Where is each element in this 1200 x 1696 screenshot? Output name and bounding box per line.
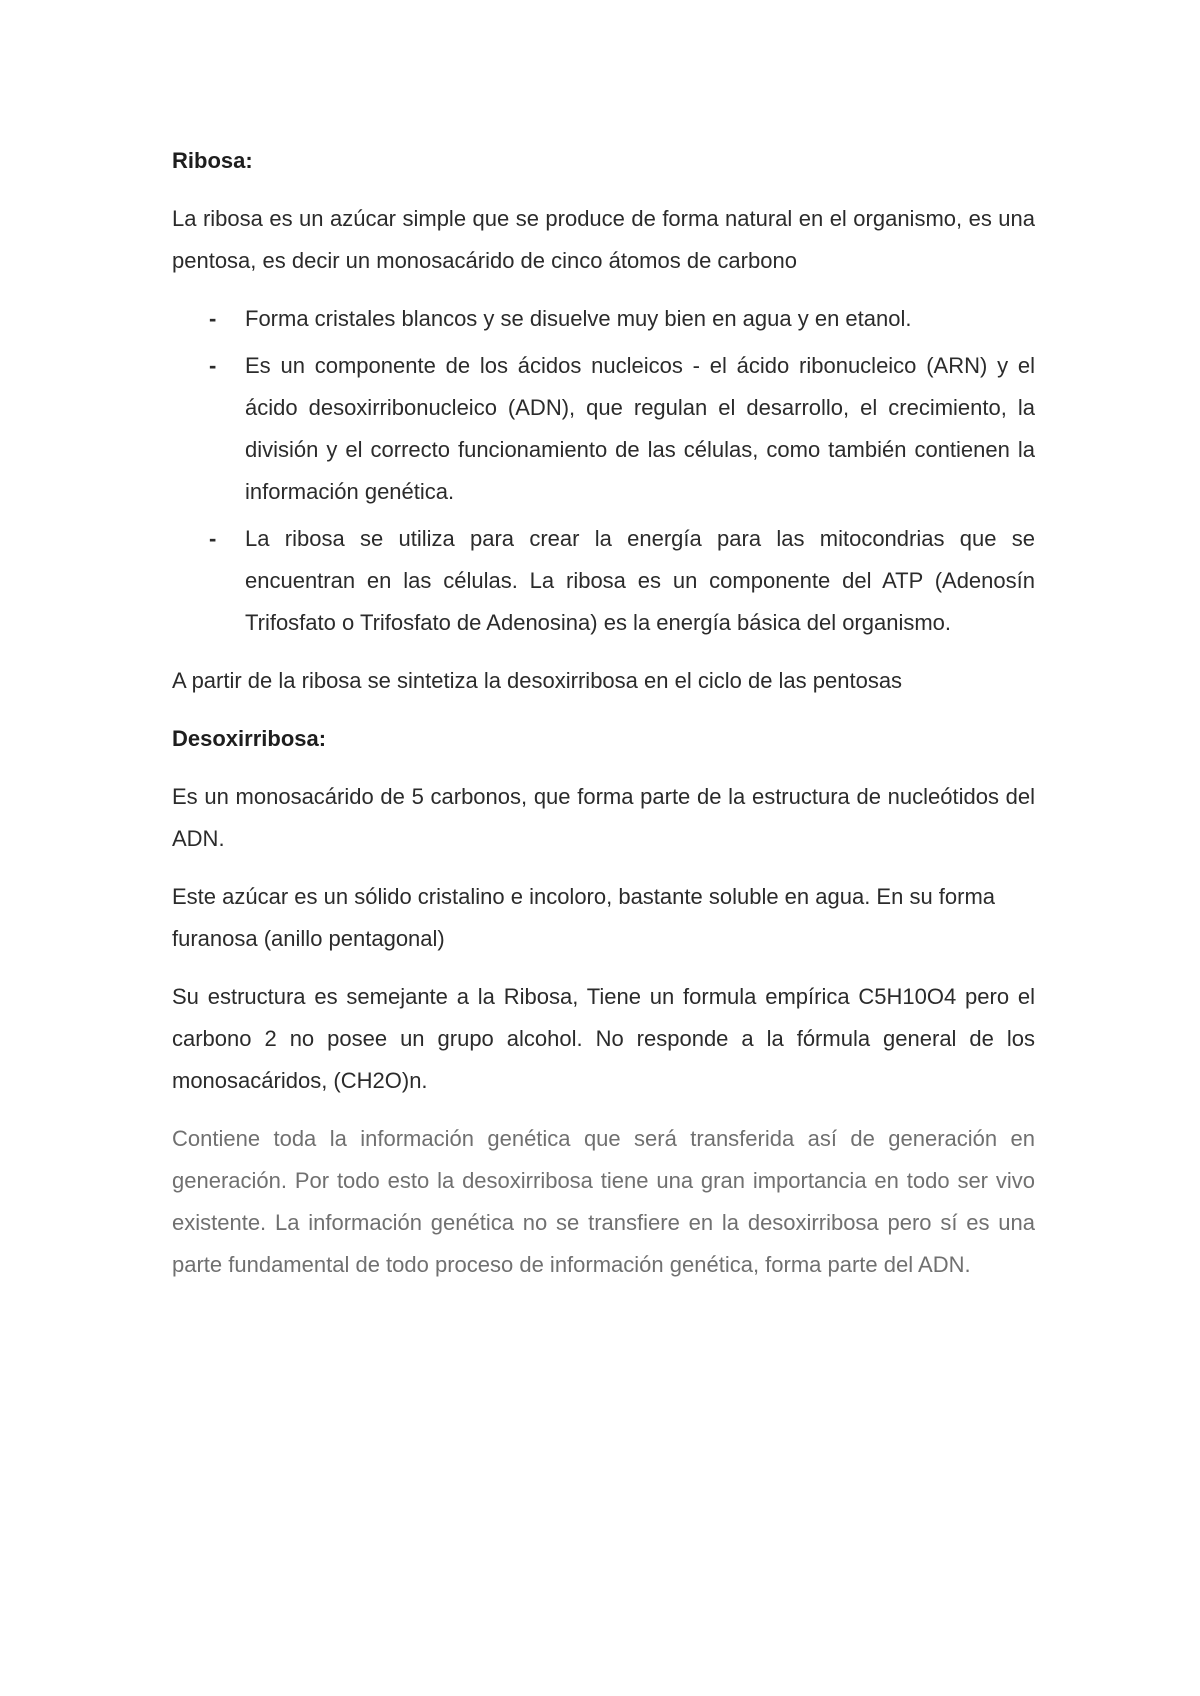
- list-item: [172, 298, 1035, 340]
- desoxirribosa-paragraph: Es un monosacárido de 5 carbonos, que forma parte de la estructura de nucleótidos del ADN.: [172, 784, 1035, 851]
- desoxirribosa-paragraph: Este azúcar es un sólido cristalino e incoloro, bastante soluble en agua. En su forma furanosa (anillo pentagonal): [172, 884, 996, 951]
- list-item-text: Es un componente de los ácidos nucleicos - el ácido ribonucleico (ARN) y el ácido desoxirribonucleico (ADN), que regulan el desarrollo, el crecimiento, la división y el correcto funcionamiento de las células, como también contienen la información genética.: [245, 353, 1035, 504]
- list-item: [172, 518, 1035, 644]
- desoxirribosa-muted-paragraph: Contiene toda la información genética que será transferida así de generación en generación. Por todo esto la desoxirribosa tiene una gran importancia en todo ser vivo existente. La información genética no se transfiere en la desoxirribosa pero sí es una parte fundamental de todo proceso de información genética, forma parte del ADN.: [172, 1126, 1035, 1277]
- bullet-dash: -: [209, 353, 217, 378]
- list-item-text: Forma cristales blancos y se disuelve muy bien en agua y en etanol.: [245, 306, 912, 331]
- ribosa-closing-paragraph: A partir de la ribosa se sintetiza la desoxirribosa en el ciclo de las pentosas: [172, 668, 903, 693]
- ribosa-bullet-list: [172, 298, 1035, 644]
- list-item: [172, 345, 1035, 513]
- document-body: [172, 140, 1035, 1302]
- heading-desoxirribosa: Desoxirribosa:: [172, 726, 327, 751]
- ribosa-intro-paragraph: La ribosa es un azúcar simple que se produce de forma natural en el organismo, es una pentosa, es decir un monosacárido de cinco átomos de carbono: [172, 206, 1035, 273]
- bullet-dash: -: [209, 306, 217, 331]
- list-item-text: La ribosa se utiliza para crear la energía para las mitocondrias que se encuentran en las células. La ribosa es un componente del ATP (Adenosín Trifosfato o Trifosfato de Adenosina) es la energía básica del organismo.: [245, 526, 1035, 635]
- heading-ribosa: Ribosa:: [172, 148, 253, 173]
- desoxirribosa-paragraph: Su estructura es semejante a la Ribosa, Tiene un formula empírica C5H10O4 pero el carbono 2 no posee un grupo alcohol. No responde a la fórmula general de los monosacáridos, (CH2O)n.: [172, 984, 1035, 1093]
- bullet-dash: -: [209, 526, 217, 551]
